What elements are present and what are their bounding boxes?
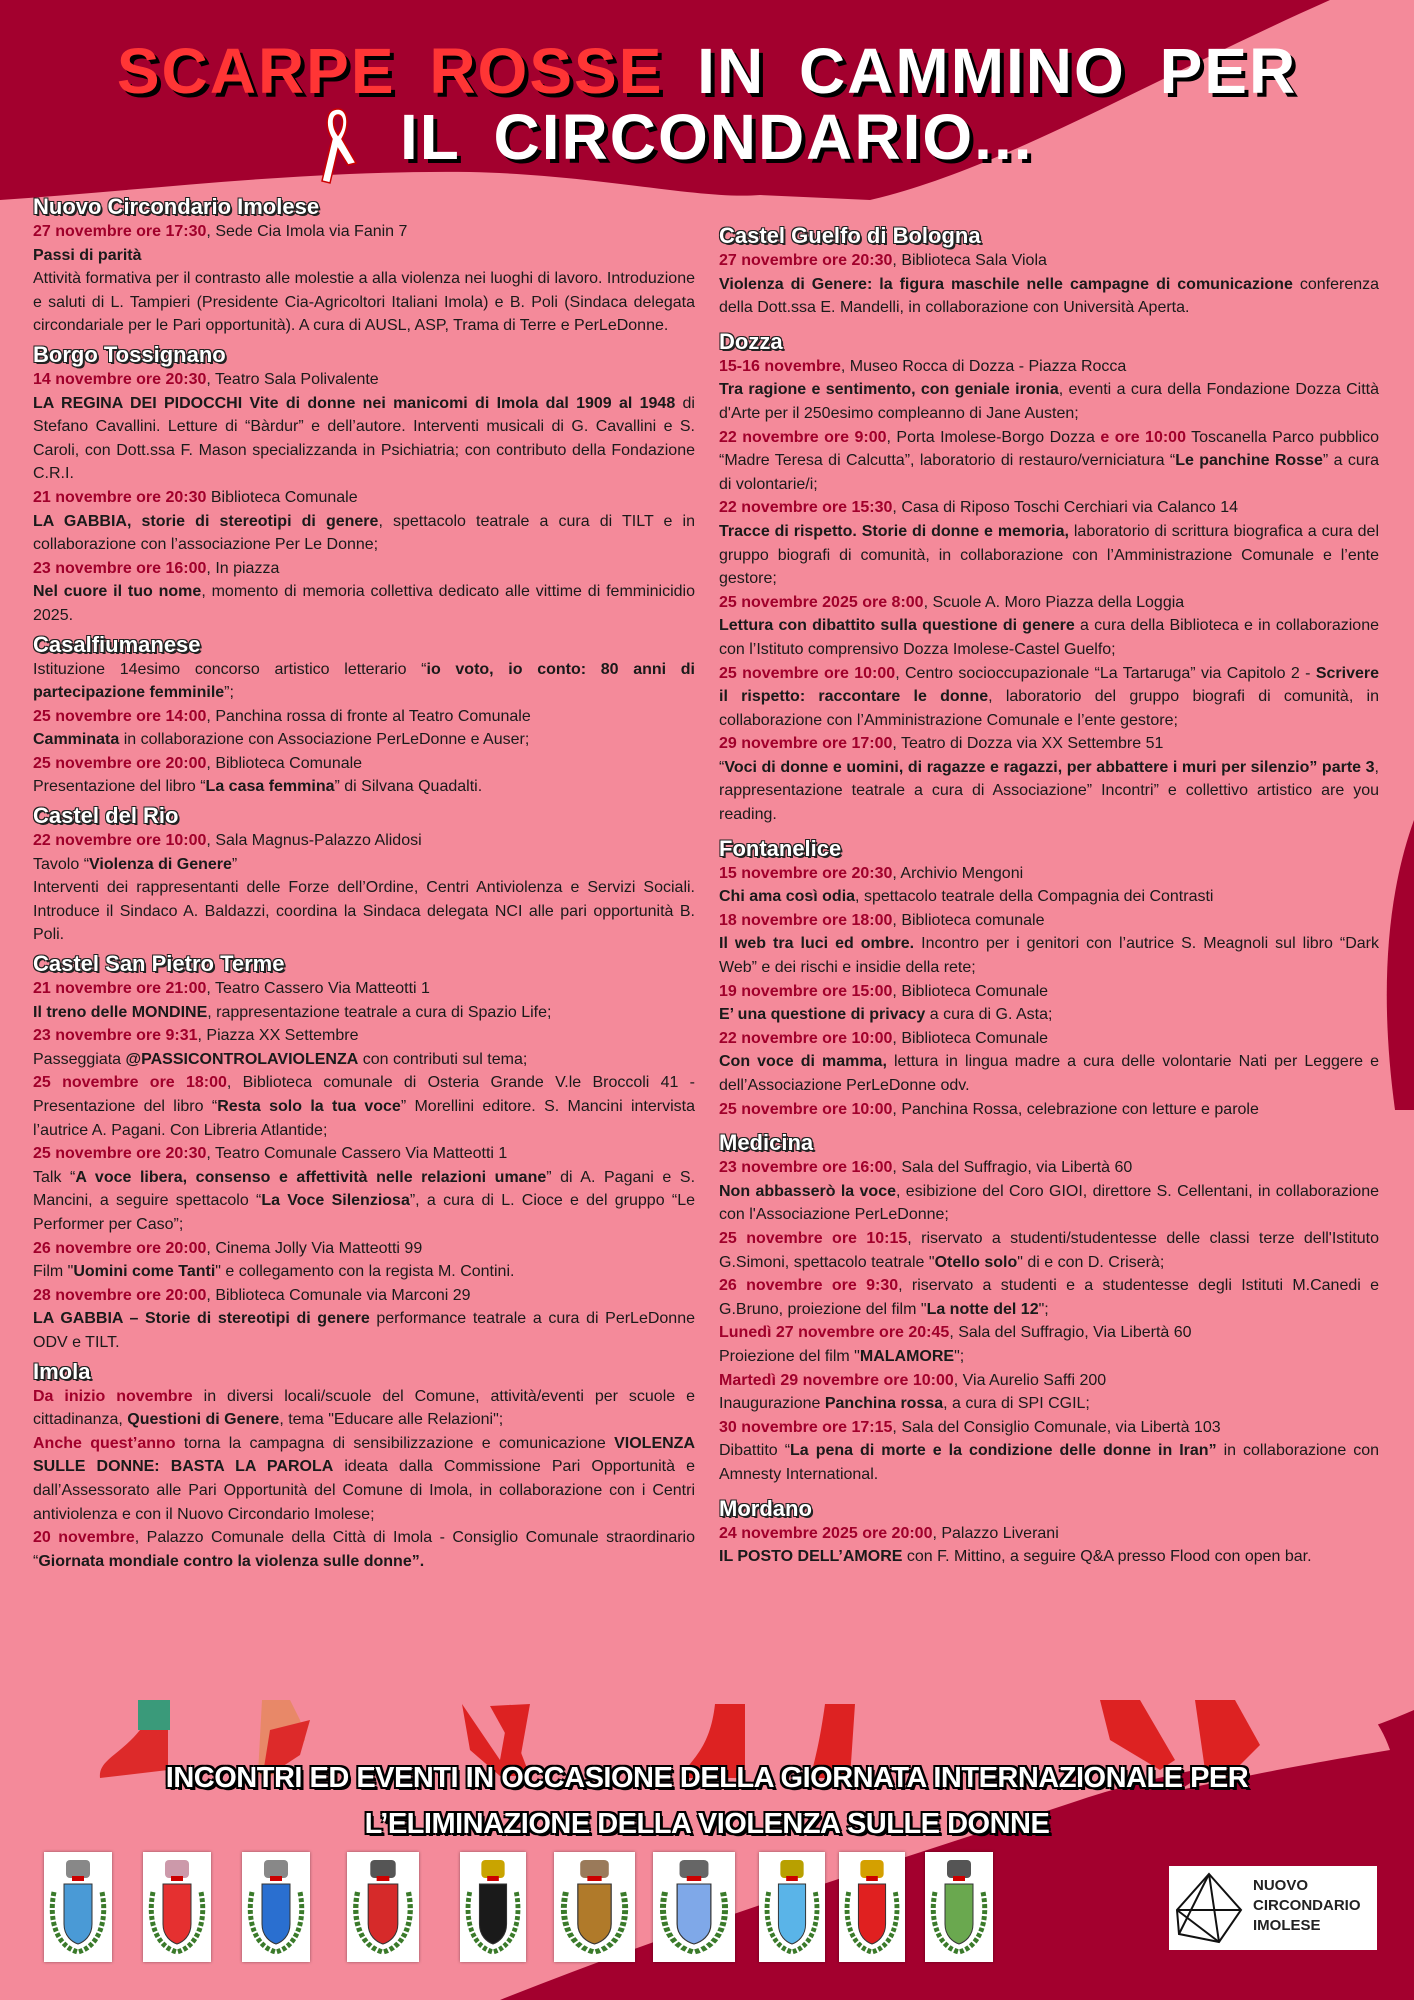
crest-1	[44, 1852, 112, 1962]
event-title: Violenza di Genere	[89, 855, 232, 873]
event-line	[719, 862, 1379, 886]
event-date: Lunedì 27 novembre ore 20:45	[719, 1324, 950, 1342]
event-title: @PASSICONTROLAVIOLENZA	[125, 1050, 359, 1068]
event-line	[33, 1237, 695, 1261]
event-line	[33, 977, 695, 1001]
event-title: Chi ama così odia	[719, 888, 856, 906]
event-line	[33, 1307, 695, 1354]
event-text: Interventi dei rappresentanti delle Forze dell’Ordine, Centri Antiviolenza e Servizi Sociali. Introduce il Sindaco A. Baldazzi, coordina la Sindaca delegata NCI alle pari opportunità B. Poli.	[33, 879, 695, 944]
event-date: 15-16 novembre	[719, 357, 841, 375]
event-date: e ore 10:00	[1100, 428, 1186, 446]
event-text: , Panchina rossa di fronte al Teatro Comunale	[206, 707, 531, 725]
event-text: , laboratorio del gruppo biografi di comunità, in collaborazione con l’Amministrazione Comunale e l’ente gestore;	[719, 688, 1380, 729]
event-text: , riservato a studenti/studentesse delle classi terze dell'Istituto G.Simoni, spettacolo teatrale "	[719, 1229, 1379, 1271]
event-title: La pena di morte e la condizione delle donne in Iran”	[790, 1442, 1217, 1460]
event-line	[719, 1227, 1379, 1274]
section-heading: Dozza	[719, 328, 783, 354]
section-medicina	[719, 1129, 1379, 1486]
crest-5	[460, 1852, 526, 1962]
poster-title-line2: IL CIRCONDARIO...	[400, 101, 1034, 173]
event-date: 25 novembre ore 10:15	[719, 1229, 908, 1247]
crest-9	[839, 1852, 905, 1962]
section-fontanelice	[719, 835, 1379, 1122]
banner-line2: L’ELIMINAZIONE DELLA VIOLENZA SULLE DONNE	[364, 1808, 1050, 1840]
event-line	[33, 752, 695, 776]
event-date: 25 novembre ore 20:30	[33, 1145, 207, 1163]
event-text: , Panchina Rossa, celebrazione con letture e parole	[892, 1100, 1259, 1118]
event-line	[719, 591, 1379, 615]
event-line	[719, 1321, 1379, 1345]
event-text: , spettacolo teatrale della Compagnia dei Contrasti	[855, 888, 1214, 906]
event-text: , In piazza	[206, 559, 280, 577]
event-date: 20 novembre	[33, 1529, 135, 1547]
event-line	[33, 1001, 695, 1025]
event-text: Dibattito “	[719, 1442, 791, 1460]
event-date: 24 novembre 2025 ore 20:00	[719, 1524, 933, 1542]
event-line	[33, 392, 695, 486]
event-text: a cura di G. Asta;	[925, 1006, 1053, 1024]
event-text: Biblioteca Comunale	[206, 488, 358, 506]
polyhedron-logo-icon	[1173, 1870, 1245, 1946]
event-title: LA REGINA DEI PIDOCCHI Vite di donne nei manicomi di Imola dal 1909 al 1948	[33, 394, 676, 412]
event-text: , Casa di Riposo Toschi Cerchiari via Calanco 14	[892, 499, 1239, 517]
event-text: , rappresentazione teatrale a cura di Associazione” Incontri” e collettivo artistico are you reading.	[719, 758, 1379, 824]
event-text: ” Morellini editore. S. Mancini intervista l’autrice A. Pagani. Con Libreria Atlantide;	[33, 1098, 696, 1139]
crest-4	[347, 1852, 419, 1962]
event-text: Film "	[33, 1263, 74, 1281]
event-date: 25 novembre ore 18:00	[33, 1074, 227, 1092]
event-title: La casa femmina	[205, 778, 335, 796]
event-line	[33, 705, 695, 729]
event-text: , Biblioteca comunale	[892, 911, 1045, 929]
event-line	[719, 732, 1379, 756]
event-line	[33, 220, 695, 244]
event-text: Talk “	[33, 1168, 76, 1186]
event-text: , Teatro Cassero Via Matteotti 1	[206, 980, 430, 998]
event-title: Otello solo	[934, 1253, 1018, 1271]
event-date: 26 novembre ore 9:30	[719, 1277, 899, 1295]
event-title: Le panchine Rosse	[1175, 452, 1323, 470]
lily-band-crest-icon	[347, 1852, 419, 1962]
event-text: Inaugurazione	[719, 1395, 825, 1413]
event-date: 29 novembre ore 17:00	[719, 735, 893, 753]
event-date: 28 novembre ore 20:00	[33, 1286, 207, 1304]
event-text: , Teatro Sala Polivalente	[206, 370, 379, 388]
event-text: , Scuole A. Moro Piazza della Loggia	[923, 593, 1185, 611]
event-text: con contributi sul tema;	[358, 1050, 528, 1068]
event-date: 22 novembre ore 15:30	[719, 499, 893, 517]
event-title: La notte del 12	[926, 1300, 1039, 1318]
section-heading: Casalfiumanese	[33, 631, 201, 657]
event-line	[33, 876, 695, 947]
event-date: 15 novembre ore 20:30	[719, 864, 893, 882]
event-text: , Biblioteca Sala Viola	[892, 252, 1047, 269]
event-text: , Porta Imolese-Borgo Dozza	[886, 428, 1101, 446]
event-text: laboratorio di scrittura biografica a cura del gruppo biografi di comunità, in collaborazione con l’Amministrazione Comunale e l’ente gestore;	[719, 522, 1379, 588]
event-title: Lettura con dibattito sulla questione di genere	[719, 617, 1075, 635]
event-text: lettura in lingua madre a cura delle volontarie Nati per Leggere e dell’Associazione PerLeDonne odv.	[719, 1053, 1380, 1094]
event-line	[719, 1439, 1379, 1486]
event-text: , eventi a cura della Fondazione Dozza Città d'Arte per il 250esimo compleanno di Jane Austen;	[719, 381, 1380, 422]
cross-crest-icon	[839, 1852, 905, 1962]
section-imola	[33, 1358, 695, 1574]
event-text: , Piazza XX Settembre	[197, 1027, 359, 1045]
event-text: Istituzione 14esimo concorso artistico letterario “	[33, 660, 427, 678]
event-title: io voto, io conto: 80 anni di partecipazione femminile	[33, 660, 695, 702]
event-text: conferenza della Dott.ssa E. Mandelli, in collaborazione con Università Aperta.	[719, 275, 1380, 317]
event-title: A voce libera, consenso e affettività nelle relazioni umane	[75, 1168, 547, 1186]
event-line	[33, 1024, 695, 1048]
crest-6	[554, 1852, 635, 1962]
event-line	[719, 496, 1379, 520]
section-heading: Castel del Rio	[33, 803, 179, 829]
event-line	[33, 580, 695, 627]
section-heading: Mordano	[719, 1495, 812, 1521]
event-line	[719, 614, 1379, 661]
cauldron-crest-icon	[653, 1852, 735, 1962]
poster-title-line1	[0, 34, 1414, 108]
event-text: " e collegamento con la regista M. Contini.	[215, 1263, 515, 1281]
event-line	[719, 273, 1379, 320]
event-date: 14 novembre ore 20:30	[33, 370, 207, 388]
crest-10	[925, 1852, 993, 1962]
event-line	[719, 909, 1379, 933]
event-text: , rappresentazione teatrale a cura di Spazio Life;	[207, 1003, 552, 1021]
event-line	[33, 1048, 695, 1072]
event-line	[719, 1345, 1379, 1369]
event-line	[719, 520, 1379, 591]
event-line	[719, 662, 1379, 733]
event-line	[33, 829, 695, 853]
event-text: , Biblioteca Comunale	[892, 1029, 1049, 1047]
event-line	[33, 658, 695, 705]
section-nuovo-circondario-imolese	[33, 193, 695, 338]
event-text: ”	[231, 855, 238, 873]
crest-2	[143, 1852, 211, 1962]
event-title: Tracce di rispetto. Storie di donne e memoria,	[719, 522, 1069, 540]
event-date: 25 novembre 2025 ore 8:00	[719, 593, 924, 611]
section-heading: Castel Guelfo di Bologna	[719, 223, 981, 248]
event-text: , Sala Magnus-Palazzo Alidosi	[206, 832, 422, 850]
event-date: 23 novembre ore 16:00	[33, 559, 207, 577]
event-text: , Biblioteca Comunale via Marconi 29	[206, 1286, 471, 1304]
event-date: 23 novembre ore 16:00	[719, 1159, 893, 1177]
section-heading: Medicina	[719, 1130, 814, 1156]
event-text: ” di Silvana Quadalti.	[334, 778, 483, 796]
event-title: Passi di parità	[33, 246, 142, 264]
nci-logo	[1169, 1866, 1377, 1950]
section-dozza	[719, 328, 1379, 827]
event-text: , Archivio Mengoni	[892, 864, 1024, 882]
event-line	[719, 1098, 1379, 1122]
event-line	[719, 1180, 1379, 1227]
event-text: Presentazione del libro “	[33, 778, 206, 796]
section-heading: Nuovo Circondario Imolese	[33, 194, 320, 219]
event-line	[719, 1027, 1379, 1051]
frog-crest-icon	[925, 1852, 993, 1962]
event-line	[719, 1416, 1379, 1440]
section-borgo-tossignano	[33, 341, 695, 628]
event-title: Con voce di mamma,	[719, 1053, 887, 1071]
event-title: IL POSTO DELL’AMORE	[719, 1548, 903, 1566]
event-text: ”;	[224, 684, 234, 702]
event-line	[719, 756, 1379, 827]
event-date: 22 novembre ore 10:00	[33, 832, 207, 850]
event-line	[719, 1545, 1379, 1569]
banner-line1: INCONTRI ED EVENTI IN OCCASIONE DELLA GIORNATA INTERNAZIONALE PER	[165, 1762, 1249, 1794]
event-line	[33, 510, 695, 557]
event-text: , Sala del Suffragio, via Libertà 60	[892, 1159, 1133, 1177]
event-line	[719, 885, 1379, 909]
event-date: Da inizio novembre	[33, 1387, 193, 1405]
event-line	[719, 1369, 1379, 1393]
event-text: in collaborazione con Associazione PerLeDonne e Auser;	[119, 731, 530, 749]
crest-3	[242, 1852, 310, 1962]
event-line	[33, 1526, 695, 1573]
event-line	[33, 244, 695, 268]
event-line	[33, 1071, 695, 1142]
lily-crest-icon	[242, 1852, 310, 1962]
event-text: torna la campagna di sensibilizzazione e comunicazione	[175, 1434, 615, 1452]
event-line	[33, 728, 695, 752]
section-castel-guelfo-di-bologna	[719, 222, 1379, 320]
event-line	[33, 1284, 695, 1308]
event-date: 27 novembre ore 17:30	[33, 223, 207, 240]
event-text: , Sede Cia Imola via Fanin 7	[206, 223, 408, 240]
event-text: Toscanella Parco pubblico “Madre Teresa di Calcutta”, laboratorio di restauro/verniciatura “	[719, 428, 1380, 470]
event-line	[33, 853, 695, 877]
event-date: 25 novembre ore 14:00	[33, 707, 207, 725]
event-text: “	[719, 758, 725, 776]
event-title: Scrivere il rispetto: raccontare le donne	[719, 664, 1379, 706]
event-line	[33, 368, 695, 392]
event-line	[719, 378, 1379, 425]
event-title: Giornata mondiale contro la violenza sulle donne”.	[38, 1552, 425, 1570]
event-text: , Via Aurelio Saffi 200	[953, 1371, 1107, 1389]
section-mordano	[719, 1495, 1379, 1569]
event-text: ideata dalla Commissione Pari Opportunità e dall’Assessorato alle Pari Opportunità del Comune di Imola, in collaborazione con i Centri antiviolenza e con il Nuovo Circondario Imolese;	[33, 1458, 695, 1523]
crest-7	[653, 1852, 735, 1962]
event-text: , Teatro Comunale Cassero Via Matteotti 1	[206, 1145, 508, 1163]
event-title: MALAMORE	[859, 1347, 955, 1365]
event-line	[33, 486, 695, 510]
event-text: Incontro per i genitori con l’autrice S. Meagnoli sul libro “Dark Web” e dei rischi e insidie della rete;	[719, 935, 1380, 977]
event-title: Resta solo la tua voce	[217, 1098, 401, 1115]
event-title: Il treno delle MONDINE	[33, 1003, 208, 1021]
event-date: 30 novembre ore 17:15	[719, 1418, 893, 1436]
event-text: Proiezione del film "	[719, 1347, 860, 1365]
event-date: 19 novembre ore 15:00	[719, 982, 893, 1000]
event-date: 25 novembre ore 10:00	[719, 664, 896, 682]
event-text: Passeggiata	[33, 1050, 126, 1068]
event-date: 25 novembre ore 20:00	[33, 754, 207, 772]
event-text: ”, a cura di L. Cioce e del gruppo “Le Performer per Caso”;	[33, 1192, 695, 1233]
lion-crest-icon	[460, 1852, 526, 1962]
left-column	[33, 193, 695, 1576]
event-text: , Sala del Consiglio Comunale, via Libertà 103	[892, 1418, 1221, 1436]
event-text: , riservato a studenti e a studentesse degli Istituti M.Canedi e G.Bruno, proiezione del film "	[719, 1277, 1380, 1318]
section-casalfiumanese	[33, 631, 695, 800]
event-text: " di e con D. Criserà;	[1017, 1253, 1165, 1271]
event-text: , momento di memoria collettiva dedicato alle vittime di femminicidio 2025.	[33, 583, 696, 624]
event-title: LA GABBIA, storie di stereotipi di genere	[33, 512, 379, 530]
event-text: Attività formativa per il contrasto alle molestie a alla violenza nei luoghi di lavoro. Introduzione e saluti di L. Tampieri (Presidente Cia-Agricoltori Italiani Imola) e B. Poli (Sindaca delegata circondariale per le Pari opportunità). A cura di AUSL, ASP, Trama di Terre e PerLeDonne.	[33, 270, 695, 335]
event-line	[719, 932, 1379, 979]
event-date: 23 novembre ore 9:31	[33, 1027, 198, 1045]
event-line	[719, 1392, 1379, 1416]
event-text: ";	[1038, 1300, 1049, 1318]
section-heading: Imola	[33, 1358, 91, 1384]
event-text: , a cura di SPI CGIL;	[943, 1395, 1090, 1413]
event-title: Tra ragione e sentimento, con geniale ironia	[719, 381, 1059, 399]
right-curve	[1387, 820, 1414, 1110]
event-line	[719, 249, 1379, 273]
event-text: ” di A. Pagani e S. Mancini, a seguire spettacolo “	[33, 1168, 696, 1210]
event-line	[33, 557, 695, 581]
griffin-crest-icon	[554, 1852, 635, 1962]
title-red-part: SCARPE ROSSE	[116, 35, 664, 107]
section-castel-del-rio	[33, 802, 695, 947]
event-text: Tavolo “	[33, 855, 90, 873]
event-title: Questioni di Genere	[127, 1411, 280, 1429]
event-title: Nel cuore il tuo nome	[33, 583, 202, 601]
event-text: di Stefano Cavallini. Letture di “Bàrdur” e dell’autore. Interventi musicali di G. Cavallini e S. Caroli, con Dott.ssa F. Mason specializzanda in Psichiatria; con contributo della Fondazione C.R.I.	[33, 394, 695, 483]
event-line	[33, 775, 695, 799]
event-text: ” a cura di volontarie/i;	[719, 452, 1379, 493]
title-white-part: IN CAMMINO PER	[697, 35, 1298, 107]
event-title: Il web tra luci ed ombre.	[719, 935, 915, 953]
event-line	[719, 1050, 1379, 1097]
event-text: performance teatrale a cura di PerLeDonne ODV e TILT.	[33, 1310, 695, 1351]
event-date: 21 novembre ore 20:30	[33, 488, 207, 506]
event-date: 18 novembre ore 18:00	[719, 911, 893, 929]
section-heading: Fontanelice	[719, 835, 842, 861]
event-title: Non abbasserò la voce	[719, 1182, 896, 1200]
event-text: , Museo Rocca di Dozza - Piazza Rocca	[840, 357, 1127, 375]
section-heading: Castel San Pietro Terme	[33, 951, 285, 977]
event-line	[33, 1142, 695, 1166]
event-text: in collaborazione con Amnesty International.	[719, 1442, 1380, 1483]
event-text: , tema "Educare alle Relazioni";	[279, 1411, 504, 1429]
event-title: Panchina rossa	[824, 1395, 944, 1413]
event-title: La Voce Silenziosa	[261, 1192, 410, 1210]
event-title: VIOLENZA SULLE DONNE: BASTA LA PAROLA	[33, 1434, 695, 1476]
right-column	[719, 222, 1379, 1572]
section-heading: Borgo Tossignano	[33, 341, 226, 367]
event-line	[719, 1003, 1379, 1027]
event-line	[33, 1260, 695, 1284]
event-line	[33, 267, 695, 338]
event-date: 22 novembre ore 9:00	[719, 428, 887, 446]
event-text: , Sala del Suffragio, Via Libertà 60	[949, 1324, 1192, 1342]
event-date: Martedì 29 novembre ore 10:00	[719, 1371, 954, 1389]
event-date: 22 novembre ore 10:00	[719, 1029, 893, 1047]
event-date: 25 novembre ore 10:00	[719, 1100, 893, 1118]
event-text: con F. Mittino, a seguire Q&A presso Flood con open bar.	[902, 1548, 1312, 1566]
event-date: 27 novembre ore 20:30	[719, 252, 893, 269]
event-text: ";	[954, 1347, 965, 1365]
eagle-crest-icon	[44, 1852, 112, 1962]
crest-8	[759, 1852, 825, 1962]
event-text: a cura della Biblioteca e in collaborazione con l’Istituto comprensivo Dozza Imolese-Castel Guelfo;	[719, 617, 1379, 658]
bridge-crest-icon	[759, 1852, 825, 1962]
event-title: LA GABBIA – Storie di stereotipi di genere	[33, 1310, 370, 1328]
event-text: , Teatro di Dozza via XX Settembre 51	[892, 735, 1164, 753]
event-line	[719, 355, 1379, 379]
event-date: 26 novembre ore 20:00	[33, 1239, 207, 1257]
event-text: , Palazzo Comunale della Città di Imola - Consiglio Comunale straordinario “	[33, 1529, 695, 1570]
tower-crest-icon	[143, 1852, 211, 1962]
event-text: , Palazzo Liverani	[932, 1524, 1059, 1542]
event-text: in diversi locali/scuole del Comune, attività/eventi per scuole e cittadinanza,	[33, 1387, 695, 1429]
event-text: , esibizione del Coro GIOI, direttore S. Cellentani, in collaborazione con l'Associazione PerLeDonne;	[719, 1182, 1379, 1224]
event-title: Uomini come Tanti	[73, 1263, 216, 1281]
event-text: , Centro socioccupazionale “La Tartaruga” via Capitolo 2 -	[895, 664, 1316, 682]
event-line	[719, 426, 1379, 497]
event-line	[719, 1522, 1379, 1546]
event-title: Violenza di Genere: la figura maschile nelle campagne di comunicazione	[719, 275, 1293, 293]
nci-logo-text: NUOVO CIRCONDARIO IMOLESE	[1253, 1877, 1361, 1934]
event-line	[33, 1166, 695, 1237]
event-text: , Biblioteca Comunale	[892, 982, 1049, 1000]
event-text: , Cinema Jolly Via Matteotti 99	[206, 1239, 423, 1257]
event-line	[33, 1432, 695, 1526]
section-castel-san-pietro-terme	[33, 950, 695, 1355]
event-title: Voci di donne e uomini, di ragazze e ragazzi, per abbattere i muri per silenzio” parte 3	[724, 758, 1375, 776]
event-date: 21 novembre ore 21:00	[33, 980, 207, 998]
event-line	[719, 980, 1379, 1004]
event-date: Anche quest’anno	[33, 1434, 176, 1452]
event-text: , Biblioteca comunale di Osteria Grande V.le Broccoli 41 - Presentazione del libro “	[33, 1074, 695, 1115]
event-line	[719, 1274, 1379, 1321]
event-line	[33, 1385, 695, 1432]
event-text: , spettacolo teatrale a cura di TILT e in collaborazione con l’associazione Per Le Donne;	[33, 512, 696, 554]
event-title: E’ una questione di privacy	[719, 1006, 926, 1024]
event-text: , Biblioteca Comunale	[206, 754, 363, 772]
event-title: Camminata	[33, 731, 120, 749]
event-line	[719, 1156, 1379, 1180]
